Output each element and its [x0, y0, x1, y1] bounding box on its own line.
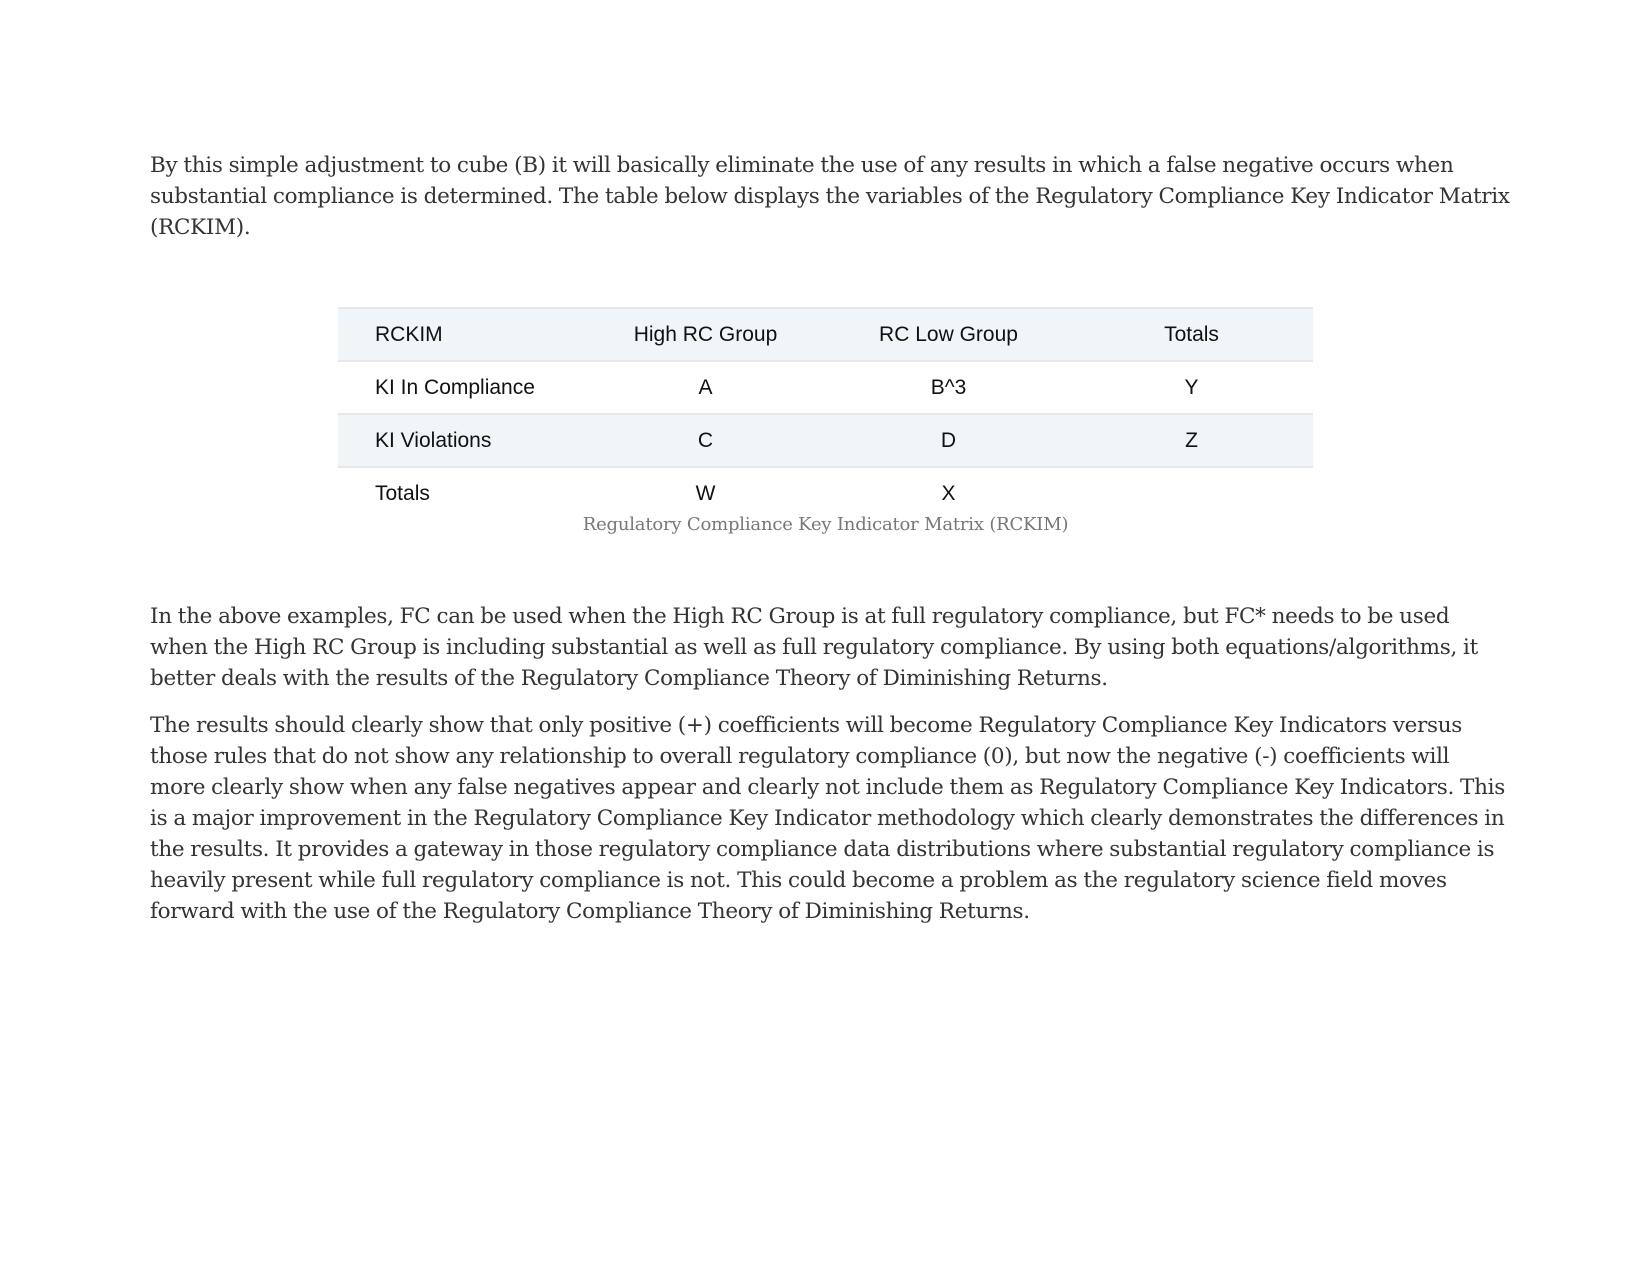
table-cell: W: [584, 467, 827, 519]
table-cell: C: [584, 414, 827, 467]
fc-usage-paragraph: In the above examples, FC can be used when the High RC Group is at full regulatory compliance, but FC* needs to be used when the High RC Group is including substantial as well as full regulatory compliance. By using both equations/algorithms, it better deals with the results of the Regulatory Compliance Theory of Diminishing Returns.: [150, 604, 1478, 691]
table-cell: A: [584, 361, 827, 414]
table-cell: Z: [1070, 414, 1313, 467]
table-row: [338, 467, 1313, 519]
row-label: KI Violations: [338, 414, 584, 467]
rckim-table: [338, 307, 1313, 519]
row-label: Totals: [338, 467, 584, 519]
header-cell-rckim: RCKIM: [338, 308, 584, 361]
table-cell: X: [827, 467, 1070, 519]
header-cell-totals: Totals: [1070, 308, 1313, 361]
table-cell: [1070, 467, 1313, 519]
header-cell-rc-low-group: RC Low Group: [827, 308, 1070, 361]
table-header-row: [338, 308, 1313, 361]
header-cell-high-rc-group: High RC Group: [584, 308, 827, 361]
intro-paragraph: By this simple adjustment to cube (B) it will basically eliminate the use of any results in which a false negative occurs when substantial compliance is determined. The table below displays the variables of the Regulatory Compliance Key Indicator Matrix (RCKIM).: [150, 153, 1510, 240]
table-row: [338, 361, 1313, 414]
table-caption: Regulatory Compliance Key Indicator Matrix (RCKIM): [582, 514, 1069, 535]
row-label: KI In Compliance: [338, 361, 584, 414]
table-cell: B^3: [827, 361, 1070, 414]
table-row: [338, 414, 1313, 467]
results-paragraph: The results should clearly show that only positive (+) coefficients will become Regulatory Compliance Key Indicators versus those rules that do not show any relationship to overall regulatory compliance (0), but now the negative (-) coefficients will more clearly show when any false negatives appear and clearly not include them as Regulatory Compliance Key Indicators. This is a major improvement in the Regulatory Compliance Key Indicator methodology which clearly demonstrates the differences in the results. It provides a gateway in those regulatory compliance data distributions where substantial regulatory compliance is heavily present while full regulatory compliance is not. This could become a problem as the regulatory science field moves forward with the use of the Regulatory Compliance Theory of Diminishing Returns.: [150, 713, 1505, 924]
table-cell: D: [827, 414, 1070, 467]
table-cell: Y: [1070, 361, 1313, 414]
